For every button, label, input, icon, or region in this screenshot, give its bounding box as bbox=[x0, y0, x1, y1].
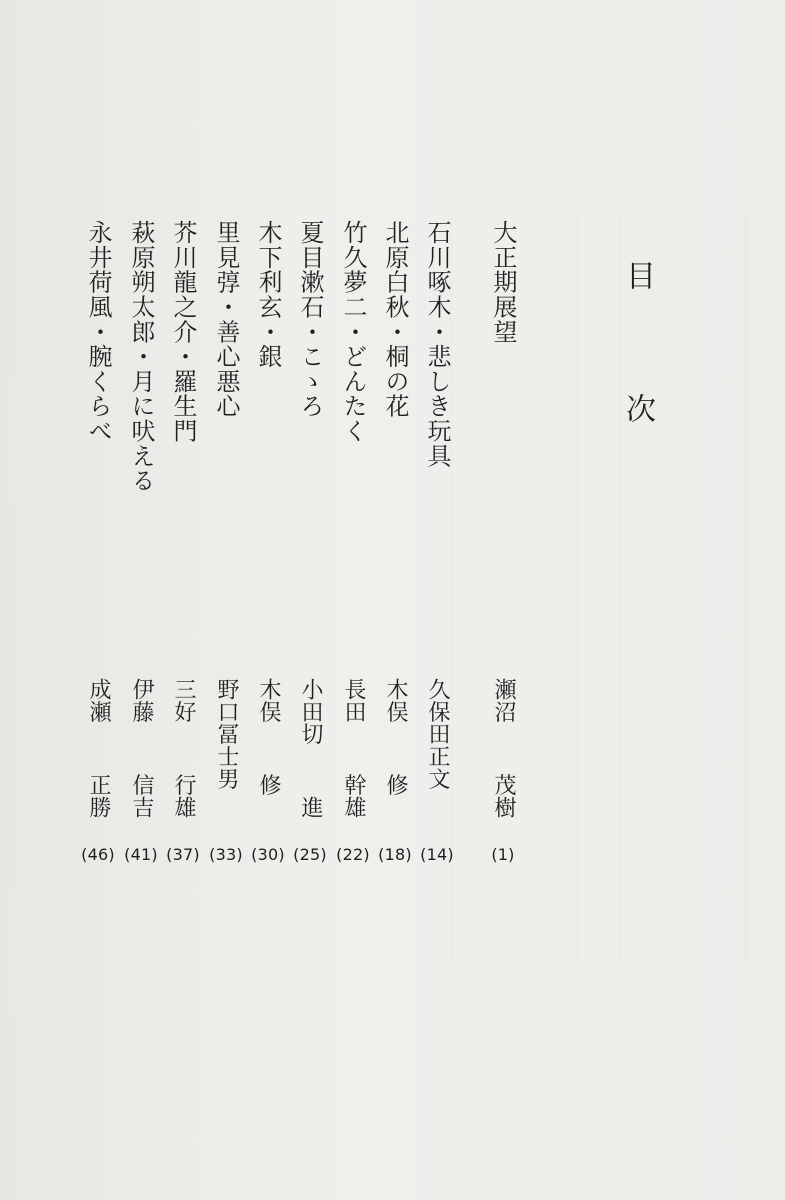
entry-page-number: (41) bbox=[124, 845, 158, 864]
entry-author: 三好 行雄 bbox=[171, 678, 196, 819]
entry-title: 萩原朔太郎・月に吠える bbox=[127, 220, 155, 493]
entry-author: 小田切 進 bbox=[298, 678, 323, 819]
toc-entry bbox=[292, 0, 328, 1200]
entry-page-number: (46) bbox=[81, 845, 115, 864]
entry-page-number: (30) bbox=[251, 845, 285, 864]
entry-page-number: (22) bbox=[336, 845, 370, 864]
toc-entry bbox=[419, 0, 455, 1200]
entry-page-number: (1) bbox=[491, 845, 515, 864]
entry-title: 竹久夢二・どんたく bbox=[339, 220, 367, 444]
entry-title: 永井荷風・腕くらべ bbox=[84, 220, 112, 444]
toc-entry bbox=[335, 0, 371, 1200]
entry-author: 伊藤 信吉 bbox=[129, 678, 154, 819]
entry-author: 木俣 修 bbox=[256, 678, 281, 796]
entry-title: 芥川龍之介・羅生門 bbox=[169, 220, 197, 444]
entry-page-number: (37) bbox=[166, 845, 200, 864]
entry-page-number: (18) bbox=[378, 845, 412, 864]
entry-title: 夏目漱石・こゝろ bbox=[296, 220, 324, 419]
entry-author: 瀬沼 茂樹 bbox=[491, 678, 516, 819]
toc-entry bbox=[208, 0, 244, 1200]
toc-entry bbox=[123, 0, 159, 1200]
entry-title: 大正期展望 bbox=[489, 220, 517, 344]
entry-page-number: (33) bbox=[209, 845, 243, 864]
entry-author: 長田 幹雄 bbox=[341, 678, 366, 819]
toc-entry bbox=[250, 0, 286, 1200]
entry-title: 石川啄木・悲しき玩具 bbox=[423, 220, 451, 468]
entry-title: 里見弴・善心悪心 bbox=[212, 220, 240, 419]
toc-heading: 目 次 bbox=[620, 260, 655, 457]
toc-entry bbox=[485, 0, 521, 1200]
entry-page-number: (25) bbox=[293, 845, 327, 864]
entry-author: 久保田正文 bbox=[425, 678, 450, 790]
entry-author: 木俣 修 bbox=[383, 678, 408, 796]
toc-entry bbox=[80, 0, 116, 1200]
toc-entry bbox=[377, 0, 413, 1200]
entry-author: 成瀬 正勝 bbox=[86, 678, 111, 819]
entry-page-number: (14) bbox=[420, 845, 454, 864]
toc-entry bbox=[165, 0, 201, 1200]
entry-title: 木下利玄・銀 bbox=[254, 220, 282, 369]
entry-author: 野口冨士男 bbox=[214, 678, 239, 790]
entry-title: 北原白秋・桐の花 bbox=[381, 220, 409, 419]
